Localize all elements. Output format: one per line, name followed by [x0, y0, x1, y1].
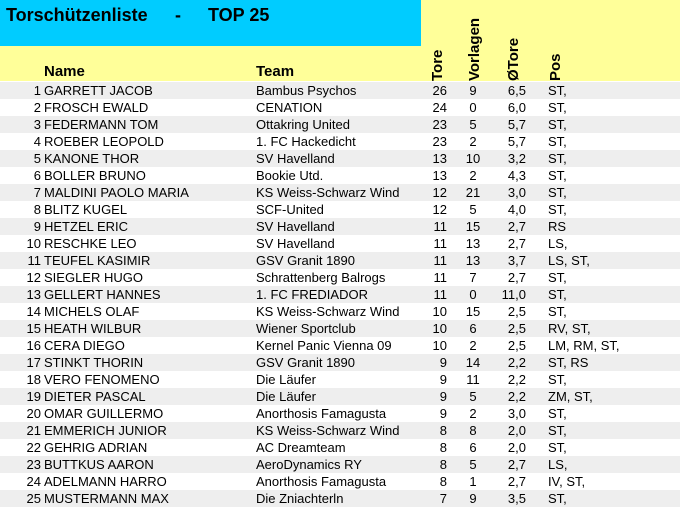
team-cell: GSV Granit 1890	[256, 355, 355, 370]
table-row	[0, 405, 680, 422]
assists-cell: 6	[469, 321, 477, 336]
title-bar	[0, 0, 421, 46]
table-row	[0, 439, 680, 456]
rank-cell: 2	[33, 100, 41, 115]
position-cell: ST,	[548, 83, 567, 98]
table-row	[0, 252, 680, 269]
player-name-cell: BOLLER BRUNO	[44, 168, 146, 183]
position-cell: LS,	[548, 236, 568, 251]
assists-cell: 7	[469, 270, 477, 285]
table-row	[0, 490, 680, 507]
team-cell: SV Havelland	[256, 151, 335, 166]
goals-cell: 11	[433, 236, 447, 251]
goals-cell: 7	[439, 491, 447, 506]
rank-cell: 21	[26, 423, 41, 438]
table-row	[0, 133, 680, 150]
position-cell: LM, RM, ST,	[548, 338, 620, 353]
table-row	[0, 150, 680, 167]
table-row	[0, 371, 680, 388]
player-name-cell: MALDINI PAOLO MARIA	[44, 185, 189, 200]
rank-cell: 11	[27, 253, 41, 268]
avg-goals-cell: 2,2	[507, 372, 526, 387]
avg-goals-cell: 3,7	[507, 253, 526, 268]
avg-goals-cell: 4,0	[507, 202, 526, 217]
rank-cell: 14	[26, 304, 41, 319]
goals-cell: 11	[433, 219, 447, 234]
goals-cell: 11	[433, 253, 447, 268]
team-cell: SV Havelland	[256, 219, 335, 234]
avg-goals-cell: 6,0	[507, 100, 526, 115]
player-name-cell: BLITZ KUGEL	[44, 202, 128, 217]
table-row	[0, 320, 680, 337]
team-cell: AC Dreamteam	[256, 440, 346, 455]
avg-goals-cell: 2,5	[507, 321, 526, 336]
column-header-avg-tore: ØTore	[505, 37, 522, 81]
assists-cell: 15	[465, 219, 481, 234]
team-cell: SCF-United	[256, 202, 324, 217]
assists-cell: 13	[465, 253, 481, 268]
goals-cell: 23	[432, 117, 447, 132]
team-cell: Anorthosis Famagusta	[256, 474, 387, 489]
assists-cell: 2	[469, 168, 477, 183]
team-cell: Schrattenberg Balrogs	[256, 270, 386, 285]
goals-cell: 8	[439, 440, 447, 455]
table-row	[0, 235, 680, 252]
avg-goals-cell: 3,5	[507, 491, 526, 506]
rank-cell: 17	[26, 355, 41, 370]
table-row	[0, 99, 680, 116]
header-background	[0, 46, 680, 81]
assists-cell: 13	[465, 236, 481, 251]
player-name-cell: SIEGLER HUGO	[44, 270, 143, 285]
assists-cell: 0	[469, 100, 477, 115]
avg-goals-cell: 2,7	[507, 219, 526, 234]
avg-goals-cell: 2,2	[507, 389, 526, 404]
position-cell: ST,	[548, 100, 567, 115]
team-cell: Bambus Psychos	[256, 83, 357, 98]
table-row	[0, 422, 680, 439]
team-cell: Die Zniachterln	[256, 491, 344, 506]
column-header-vorlagen: Vorlagen	[466, 17, 483, 81]
avg-goals-cell: 5,7	[507, 134, 526, 149]
team-cell: Die Läufer	[256, 389, 316, 404]
title-separator: -	[175, 5, 181, 25]
rank-cell: 19	[26, 389, 41, 404]
assists-cell: 1	[469, 474, 477, 489]
goals-cell: 11	[433, 270, 447, 285]
position-cell: ST,	[548, 491, 567, 506]
rank-cell: 13	[26, 287, 41, 302]
page-title: Torschützenliste	[6, 5, 148, 25]
position-cell: ST,	[548, 151, 567, 166]
rank-cell: 9	[33, 219, 41, 234]
goals-cell: 9	[439, 389, 447, 404]
assists-cell: 5	[469, 457, 477, 472]
goals-cell: 8	[439, 474, 447, 489]
rank-cell: 3	[33, 117, 41, 132]
rank-cell: 7	[33, 185, 41, 200]
assists-cell: 9	[469, 83, 477, 98]
position-cell: ST,	[548, 117, 567, 132]
player-name-cell: GEHRIG ADRIAN	[44, 440, 148, 455]
team-cell: 1. FC FREDIADOR	[256, 287, 368, 302]
avg-goals-cell: 2,0	[507, 440, 526, 455]
goals-cell: 10	[432, 338, 447, 353]
position-cell: ST,	[548, 406, 567, 421]
position-cell: ST,	[548, 304, 567, 319]
player-name-cell: EMMERICH JUNIOR	[44, 423, 167, 438]
rank-cell: 6	[33, 168, 41, 183]
rank-cell: 10	[26, 236, 41, 251]
avg-goals-cell: 2,5	[507, 338, 526, 353]
assists-cell: 21	[465, 185, 481, 200]
goals-cell: 11	[433, 287, 447, 302]
assists-cell: 15	[465, 304, 481, 319]
table-row	[0, 286, 680, 303]
team-cell: KS Weiss-Schwarz Wind	[256, 185, 400, 200]
position-cell: LS,	[548, 457, 568, 472]
assists-cell: 2	[469, 134, 477, 149]
assists-cell: 6	[469, 440, 477, 455]
player-name-cell: HEATH WILBUR	[44, 321, 142, 336]
column-header-tore: Tore	[429, 49, 446, 81]
position-cell: ST,	[548, 185, 567, 200]
table-row	[0, 303, 680, 320]
position-cell: ST,	[548, 287, 567, 302]
assists-cell: 2	[469, 406, 477, 421]
table-row	[0, 269, 680, 286]
rank-cell: 25	[26, 491, 41, 506]
goals-cell: 26	[432, 83, 447, 98]
avg-goals-cell: 2,5	[507, 304, 526, 319]
avg-goals-cell: 3,0	[507, 185, 526, 200]
rank-cell: 18	[26, 372, 41, 387]
team-cell: KS Weiss-Schwarz Wind	[256, 423, 400, 438]
rank-cell: 22	[26, 440, 41, 455]
table-row	[0, 116, 680, 133]
player-name-cell: MUSTERMANN MAX	[44, 491, 169, 506]
team-cell: AeroDynamics RY	[256, 457, 362, 472]
table-row	[0, 337, 680, 354]
rank-cell: 20	[26, 406, 41, 421]
position-cell: ST, RS	[548, 355, 589, 370]
assists-cell: 10	[465, 151, 481, 166]
rank-cell: 15	[26, 321, 41, 336]
team-cell: KS Weiss-Schwarz Wind	[256, 304, 400, 319]
team-cell: Wiener Sportclub	[256, 321, 356, 336]
table-row	[0, 184, 680, 201]
position-cell: RS	[548, 219, 567, 234]
player-name-cell: GARRETT JACOB	[44, 83, 153, 98]
player-name-cell: BUTTKUS AARON	[44, 457, 154, 472]
rank-cell: 12	[26, 270, 41, 285]
goals-cell: 10	[432, 304, 447, 319]
player-name-cell: DIETER PASCAL	[44, 389, 146, 404]
player-name-cell: CERA DIEGO	[44, 338, 125, 353]
player-name-cell: VERO FENOMENO	[44, 372, 160, 387]
team-cell: Kernel Panic Vienna 09	[256, 338, 392, 353]
goals-cell: 9	[439, 355, 447, 370]
player-name-cell: ROEBER LEOPOLD	[44, 134, 164, 149]
assists-cell: 9	[469, 491, 477, 506]
assists-cell: 5	[469, 117, 477, 132]
player-name-cell: GELLERT HANNES	[44, 287, 161, 302]
table-row	[0, 218, 680, 235]
goals-cell: 8	[439, 423, 447, 438]
table-row	[0, 201, 680, 218]
goals-cell: 12	[432, 185, 447, 200]
goals-cell: 23	[432, 134, 447, 149]
position-cell: ST,	[548, 440, 567, 455]
table-row	[0, 473, 680, 490]
position-cell: RV, ST,	[548, 321, 591, 336]
player-name-cell: FEDERMANN TOM	[44, 117, 159, 132]
assists-cell: 11	[466, 372, 480, 387]
team-cell: Bookie Utd.	[256, 168, 324, 183]
goals-cell: 24	[432, 100, 447, 115]
position-cell: LS, ST,	[548, 253, 590, 268]
team-cell: 1. FC Hackedicht	[256, 134, 356, 149]
rank-cell: 23	[26, 457, 41, 472]
player-name-cell: RESCHKE LEO	[44, 236, 137, 251]
position-cell: ST,	[548, 202, 567, 217]
goals-cell: 13	[432, 151, 447, 166]
avg-goals-cell: 3,2	[507, 151, 526, 166]
position-cell: IV, ST,	[548, 474, 586, 489]
player-name-cell: HETZEL ERIC	[44, 219, 129, 234]
rank-cell: 4	[33, 134, 41, 149]
player-name-cell: ADELMANN HARRO	[44, 474, 167, 489]
column-header-name: Name	[44, 63, 85, 80]
goals-cell: 12	[432, 202, 447, 217]
avg-goals-cell: 2,7	[507, 457, 526, 472]
player-name-cell: MICHELS OLAF	[44, 304, 140, 319]
rank-cell: 1	[33, 83, 41, 98]
position-cell: ST,	[548, 168, 567, 183]
position-cell: ST,	[548, 270, 567, 285]
column-header-team: Team	[256, 63, 295, 80]
goals-cell: 9	[439, 372, 447, 387]
assists-cell: 0	[469, 287, 477, 302]
team-cell: Ottakring United	[256, 117, 350, 132]
team-cell: CENATION	[256, 100, 323, 115]
position-cell: ST,	[548, 134, 567, 149]
player-name-cell: FROSCH EWALD	[44, 100, 149, 115]
team-cell: SV Havelland	[256, 236, 335, 251]
goals-cell: 8	[439, 457, 447, 472]
player-name-cell: KANONE THOR	[44, 151, 140, 166]
rank-cell: 24	[26, 474, 41, 489]
position-cell: ST,	[548, 372, 567, 387]
avg-goals-cell: 2,0	[507, 423, 526, 438]
avg-goals-cell: 3,0	[507, 406, 526, 421]
table-row	[0, 82, 680, 99]
assists-cell: 5	[469, 202, 477, 217]
goals-cell: 9	[439, 406, 447, 421]
position-cell: ZM, ST,	[548, 389, 593, 404]
position-cell: ST,	[548, 423, 567, 438]
assists-cell: 14	[465, 355, 481, 370]
table-row	[0, 167, 680, 184]
avg-goals-cell: 4,3	[507, 168, 526, 183]
team-cell: Anorthosis Famagusta	[256, 406, 387, 421]
avg-goals-cell: 6,5	[507, 83, 526, 98]
avg-goals-cell: 2,2	[507, 355, 526, 370]
avg-goals-cell: 5,7	[507, 117, 526, 132]
rank-cell: 5	[33, 151, 41, 166]
assists-cell: 8	[469, 423, 477, 438]
goals-cell: 13	[432, 168, 447, 183]
player-name-cell: TEUFEL KASIMIR	[44, 253, 151, 268]
title-top-count: TOP 25	[208, 5, 270, 25]
player-name-cell: OMAR GUILLERMO	[44, 406, 164, 421]
table-row	[0, 388, 680, 405]
avg-goals-cell: 2,7	[507, 474, 526, 489]
assists-cell: 2	[469, 338, 477, 353]
team-cell: Die Läufer	[256, 372, 316, 387]
assists-cell: 5	[469, 389, 477, 404]
avg-goals-cell: 2,7	[507, 270, 526, 285]
rank-cell: 8	[33, 202, 41, 217]
avg-goals-cell: 2,7	[507, 236, 526, 251]
goals-cell: 10	[432, 321, 447, 336]
table-row	[0, 354, 680, 371]
player-name-cell: STINKT THORIN	[44, 355, 144, 370]
team-cell: GSV Granit 1890	[256, 253, 355, 268]
rank-cell: 16	[26, 338, 41, 353]
table-row	[0, 456, 680, 473]
column-header-pos: Pos	[547, 53, 564, 81]
avg-goals-cell: 11,0	[501, 287, 526, 302]
